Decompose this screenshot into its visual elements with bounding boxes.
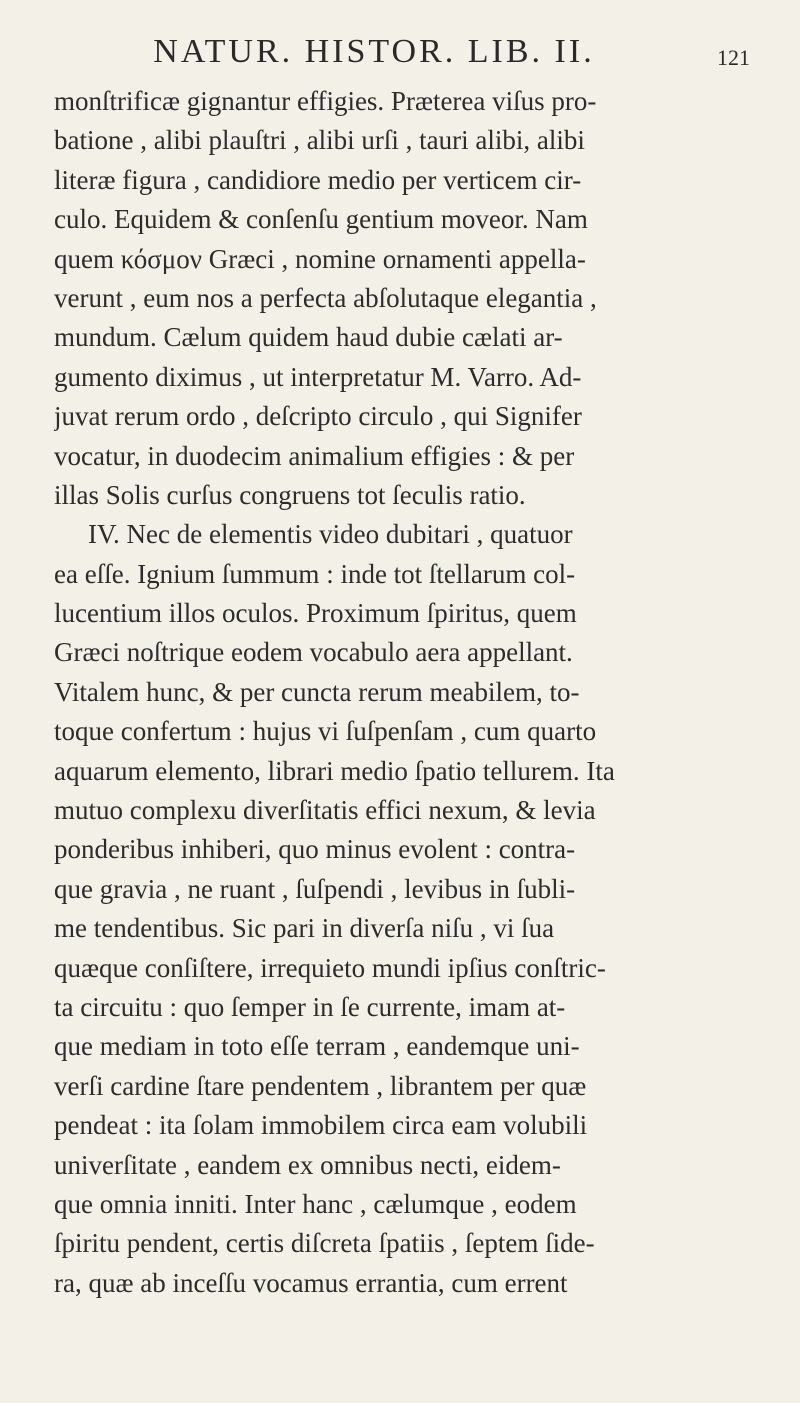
text-line: Græci noſtrique eodem vocabulo aera appellant. <box>54 637 573 668</box>
text-line: literæ figura , candidiore medio per verticem cir- <box>54 164 582 195</box>
text-line: batione , alibi plauſtri , alibi urſi , tauri alibi, alibi <box>54 125 585 156</box>
text-line: toque confertum : hujus vi ſuſpenſam , cum quarto <box>54 716 597 747</box>
text-line: ponderibus inhiberi, quo minus evolent : contra- <box>54 834 576 865</box>
text-line: ta circuitu : quo ſemper in ſe currente, imam at- <box>54 991 566 1022</box>
text-line: pendeat : ita ſolam immobilem circa eam volubili <box>54 1110 588 1141</box>
text-line: monſtrificæ gignantur effigies. Præterea viſus pro- <box>54 86 597 116</box>
paragraph-start-line: IV. Nec de elementis video dubitari , quatuor <box>88 519 573 550</box>
text-line: lucentium illos oculos. Proximum ſpiritus, quem <box>54 598 577 629</box>
text-line: mundum. Cælum quidem haud dubie cælati ar- <box>54 322 563 353</box>
text-line: mutuo complexu diverſitatis effici nexum, & levia <box>54 795 596 826</box>
text-line: gumento diximus , ut interpretatur M. Varro. Ad- <box>54 361 582 392</box>
text-line: juvat rerum ordo , deſcripto circulo , qui Signifer <box>54 401 582 432</box>
page-number: 121 <box>717 45 750 70</box>
text-line: que omnia inniti. Inter hanc , cælumque , eodem <box>54 1188 577 1219</box>
text-line: ra, quæ ab inceſſu vocamus errantia, cum errent <box>54 1267 568 1298</box>
text-line: univerſitate , eandem ex omnibus necti, eidem- <box>54 1149 561 1180</box>
text-line: que mediam in toto eſſe terram , eandemque uni- <box>54 1031 580 1062</box>
text-line: aquarum elemento, librari medio ſpatio tellurem. Ita <box>54 755 615 786</box>
text-line: ea eſſe. Ignium ſummum : inde tot ſtellarum col- <box>54 558 576 589</box>
text-line: verſi cardine ſtare pendentem , librantem per quæ <box>54 1070 587 1101</box>
text-line: ſpiritu pendent, certis diſcreta ſpatiis , ſeptem ſide- <box>54 1228 595 1259</box>
text-line: vocatur, in duodecim animalium effigies : & per <box>54 440 575 471</box>
text-line: me tendentibus. Sic pari in diverſa niſu , vi ſua <box>54 913 555 944</box>
text-line: que gravia , ne ruant , ſuſpendi , levibus in ſubli- <box>54 873 576 904</box>
text-line: culo. Equidem & conſenſu gentium moveor. Nam <box>54 204 588 235</box>
text-line: Vitalem hunc, & per cuncta rerum meabilem, to- <box>54 676 580 707</box>
body-text <box>54 82 754 1303</box>
text-line: illas Solis curſus congruens tot ſeculis ratio. <box>54 479 526 510</box>
page-header <box>44 30 764 74</box>
running-title: NATUR. HISTOR. LIB. II. <box>153 33 595 70</box>
text-line: verunt , eum nos a perfecta abſolutaque elegantia , <box>54 282 597 313</box>
text-line: quem κόσμον Græci , nomine ornamenti appella- <box>54 243 586 274</box>
text-line: quæque conſiſtere, irrequieto mundi ipſius conſtric- <box>54 952 606 983</box>
